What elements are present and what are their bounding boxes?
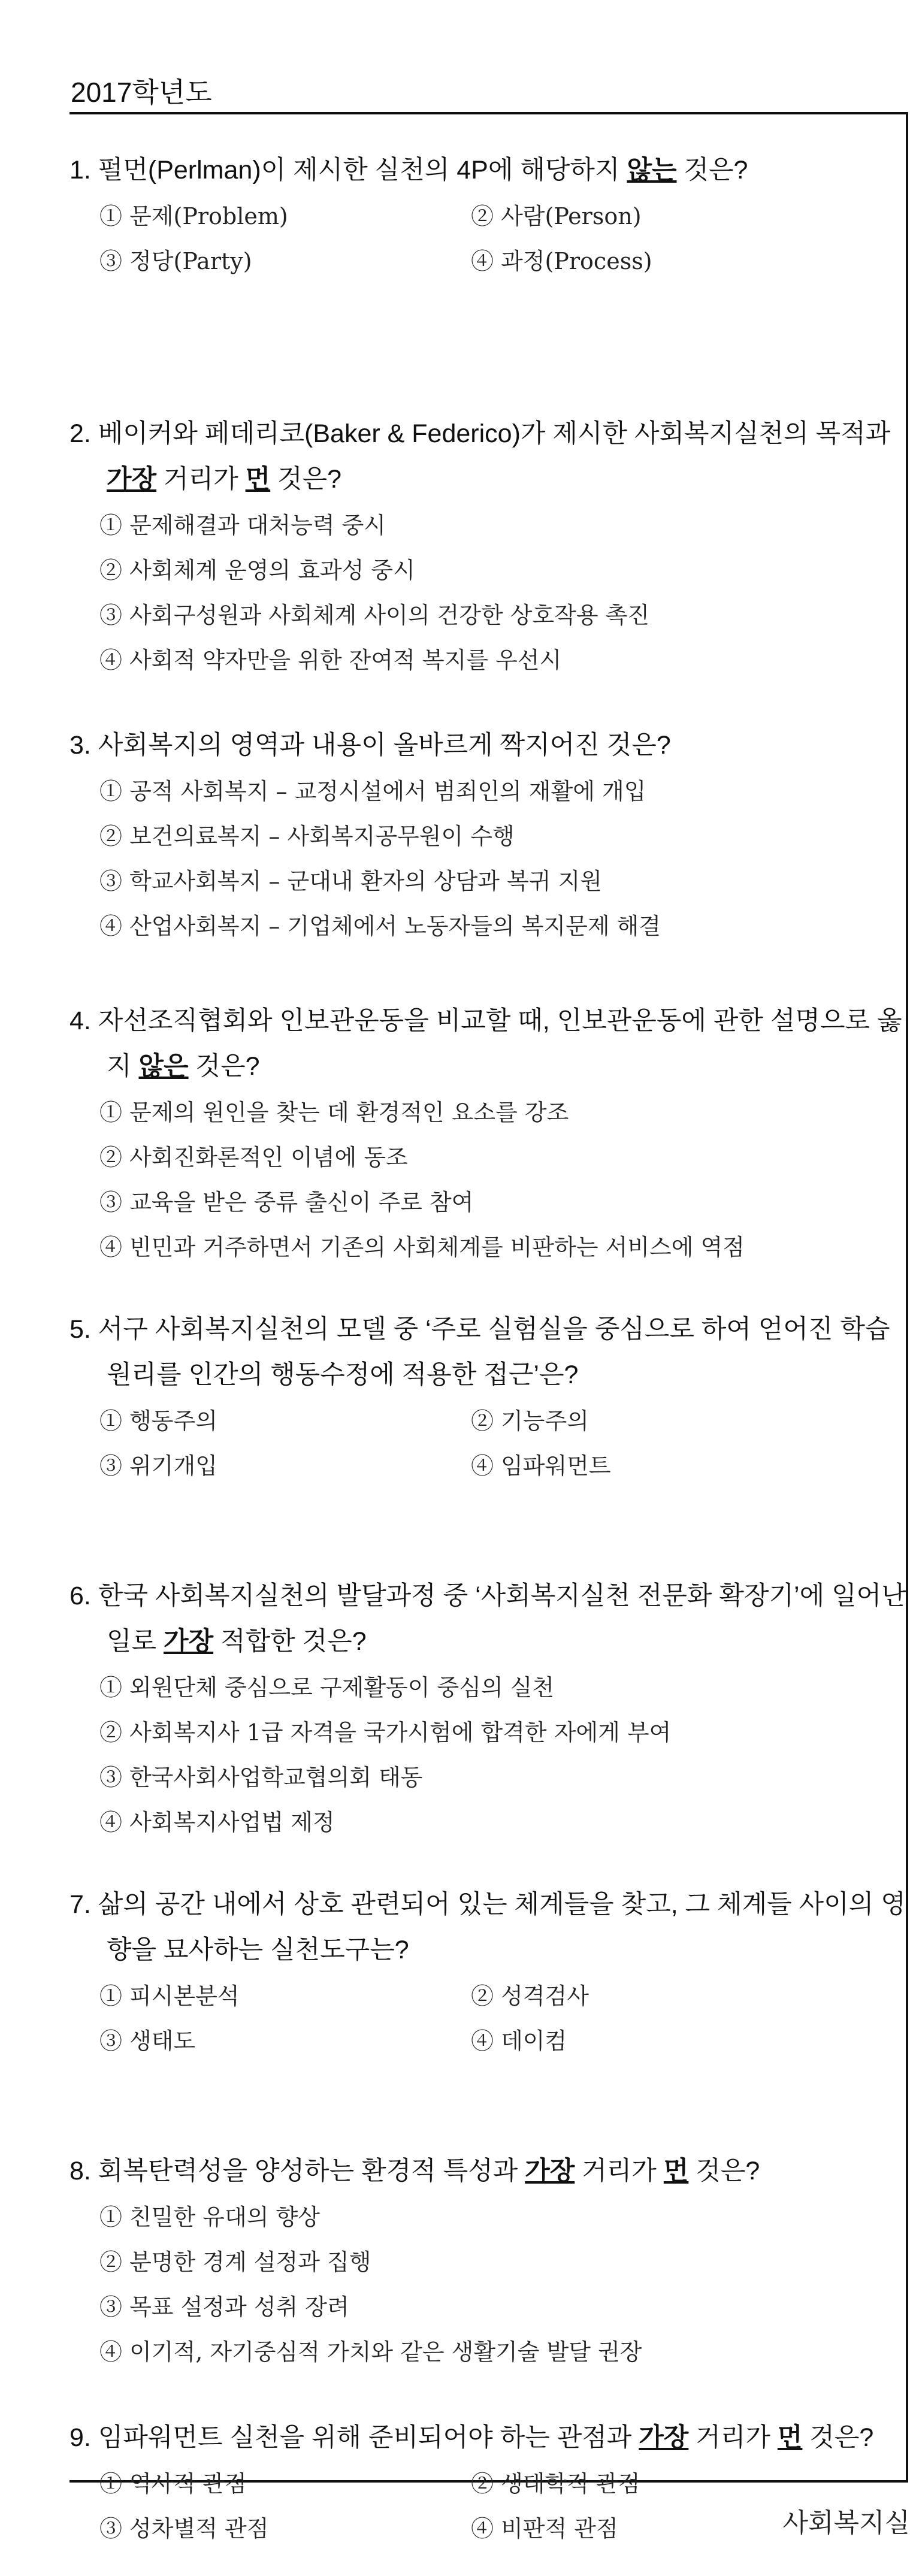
question-stem [69,1307,910,1398]
answer-option-1[interactable]: ① 문제(Problem) [99,203,288,229]
answer-option-2[interactable]: ② 분명한 경계 설정과 집행 [99,2249,371,2275]
question-stem [69,2415,910,2460]
question-stem [69,722,910,768]
answer-option-4[interactable]: ④ 빈민과 거주하면서 기존의 사회체계를 비판하는 서비스에 역점 [99,1234,745,1260]
answer-option-4[interactable]: ④ 사회복지사업법 제정 [99,1809,335,1836]
answer-option-3[interactable]: ③ 생태도 [99,2028,196,2054]
answer-option-3[interactable]: ③ 학교사회복지 – 군대내 환자의 상담과 복귀 지원 [99,868,603,894]
emphasis-word: 먼 [777,2423,803,2452]
page-header: 2017학년도 [71,77,212,108]
stem-text: 것은? [188,1052,260,1081]
question-stem [69,1573,910,1664]
stem-text: 거리가 [156,465,246,494]
question-4 [69,998,910,1270]
stem-text: 것은? [688,2157,760,2185]
emphasis-word: 먼 [663,2157,689,2185]
answer-option-2[interactable]: ② 기능주의 [471,1408,589,1434]
answer-option-1[interactable]: ① 역사적 관점 [99,2471,247,2497]
stem-text: 6. 한국 사회복지실천의 발달과정 중 ‘사회복지실천 전문화 확장기’에 일어난 일로 [69,1582,906,1656]
footer-subject: 사회복지실 [782,2508,910,2538]
answer-options [69,1974,910,2064]
answer-options [69,1399,910,1489]
answer-option-3[interactable]: ③ 한국사회사업학교협의회 태동 [99,1764,423,1791]
answer-option-1[interactable]: ① 외원단체 중심으로 구제활동이 중심의 실천 [99,1674,555,1701]
emphasis-word: 않는 [627,156,677,185]
answer-option-2[interactable]: ② 보건의료복지 – 사회복지공무원이 수행 [99,823,515,849]
emphasis-word: 가장 [639,2423,689,2452]
answer-option-3[interactable]: ③ 성차별적 관점 [99,2515,269,2542]
question-6 [69,1573,910,1845]
stem-text: 1. 펄먼(Perlman)이 제시한 실천의 4P에 해당하지 [69,156,627,185]
answer-options [69,2195,910,2375]
stem-text: 7. 삶의 공간 내에서 상호 관련되어 있는 체계들을 찾고, 그 체계들 사이의 영향을 묘사하는 실천도구는? [69,1890,906,1964]
question-1 [69,147,910,284]
answer-options [69,1090,910,1270]
answer-options [69,194,910,284]
stem-text: 5. 서구 사회복지실천의 모델 중 ‘주로 실험실을 중심으로 하여 얻어진 학습 원리를 인간의 행동수정에 적용한 접근’은? [69,1315,890,1389]
stem-text: 것은? [270,465,342,494]
question-2 [69,411,910,683]
answer-options [69,503,910,683]
stem-text: 9. 임파워먼트 실천을 위해 준비되어야 하는 관점과 [69,2423,639,2452]
answer-option-3[interactable]: ③ 교육을 받은 중류 출신이 주로 참여 [99,1189,474,1216]
question-stem [69,411,910,502]
question-stem [69,147,910,193]
question-stem [69,2148,910,2194]
answer-option-3[interactable]: ③ 위기개입 [99,1453,217,1479]
answer-option-2[interactable]: ② 성격검사 [471,1983,589,2009]
question-3 [69,722,910,949]
stem-text: 3. 사회복지의 영역과 내용이 올바르게 짝지어진 것은? [69,731,671,760]
answer-option-1[interactable]: ① 공적 사회복지 – 교정시설에서 범죄인의 재활에 개입 [99,778,646,805]
emphasis-word: 먼 [245,465,271,494]
answer-option-2[interactable]: ② 사람(Person) [471,203,642,229]
stem-text: 것은? [802,2423,874,2452]
question-8 [69,2148,910,2375]
stem-text: 4. 자선조직협회와 인보관운동을 비교할 때, 인보관운동에 관한 설명으로 옳지 [69,1006,902,1081]
emphasis-word: 가장 [525,2157,575,2185]
stem-text: 거리가 [575,2157,664,2185]
question-5 [69,1307,910,1489]
stem-text: 적합한 것은? [213,1627,367,1656]
answer-option-1[interactable]: ① 문제해결과 대처능력 중시 [99,512,386,539]
answer-options [69,769,910,949]
answer-option-1[interactable]: ① 문제의 원인을 찾는 데 환경적인 요소를 강조 [99,1099,569,1126]
answer-option-3[interactable]: ③ 사회구성원과 사회체계 사이의 건강한 상호작용 촉진 [99,602,650,628]
answer-option-1[interactable]: ① 피시본분석 [99,1983,240,2009]
question-7 [69,1882,910,2064]
emphasis-word: 않은 [138,1052,189,1081]
stem-text: 8. 회복탄력성을 양성하는 환경적 특성과 [69,2157,525,2185]
answer-option-2[interactable]: ② 사회복지사 1급 자격을 국가시험에 합격한 자에게 부여 [99,1719,672,1746]
emphasis-word: 가장 [164,1627,214,1656]
answer-option-4[interactable]: ④ 비판적 관점 [471,2515,618,2542]
answer-option-4[interactable]: ④ 임파워먼트 [471,1453,611,1479]
answer-option-3[interactable]: ③ 목표 설정과 성취 장려 [99,2294,349,2320]
answer-option-2[interactable]: ② 사회진화론적인 이념에 동조 [99,1144,408,1171]
answer-option-4[interactable]: ④ 산업사회복지 – 기업체에서 노동자들의 복지문제 해결 [99,913,661,939]
question-stem [69,1882,910,1973]
question-stem [69,998,910,1089]
answer-options [69,1665,910,1845]
answer-option-2[interactable]: ② 생태학적 관점 [471,2471,640,2497]
answer-option-2[interactable]: ② 사회체계 운영의 효과성 중시 [99,557,415,583]
stem-text: 것은? [676,156,748,185]
stem-text: 2. 베이커와 페데리코(Baker & Federico)가 제시한 사회복지실천의 목적과 [69,419,891,448]
answer-option-4[interactable]: ④ 이기적, 자기중심적 가치와 같은 생활기술 발달 권장 [99,2339,642,2365]
answer-option-3[interactable]: ③ 정당(Party) [99,248,252,274]
emphasis-word: 가장 [107,465,157,494]
answer-option-4[interactable]: ④ 과정(Process) [471,248,652,274]
answer-option-4[interactable]: ④ 사회적 약자만을 위한 잔여적 복지를 우선시 [99,647,562,673]
answer-option-1[interactable]: ① 행동주의 [99,1408,217,1434]
answer-option-1[interactable]: ① 친밀한 유대의 향상 [99,2204,320,2230]
stem-text: 거리가 [688,2423,778,2452]
answer-option-4[interactable]: ④ 데이컴 [471,2028,567,2054]
exam-box [69,112,908,2542]
